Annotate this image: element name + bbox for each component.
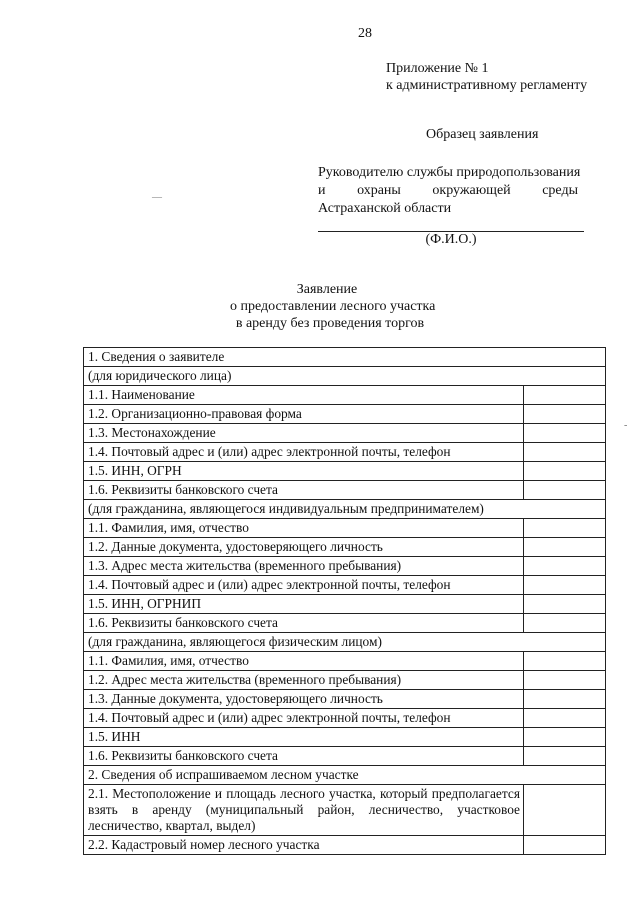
field-label: 1.3. Местонахождение — [84, 424, 524, 443]
appendix-header — [386, 60, 587, 94]
addressee-line-2 — [318, 182, 578, 200]
field-value-cell[interactable] — [524, 614, 606, 633]
legal-entity-header: (для юридического лица) — [84, 367, 606, 386]
field-value-cell[interactable] — [524, 671, 606, 690]
field-label: 1.2. Данные документа, удостоверяющего личность — [84, 538, 524, 557]
entrepreneur-header: (для гражданина, являющегося индивидуальным предпринимателем) — [84, 500, 606, 519]
table-row — [84, 671, 606, 690]
sample-title: Образец заявления — [426, 127, 539, 142]
field-value-cell[interactable] — [524, 595, 606, 614]
table-row — [84, 614, 606, 633]
field-value-cell[interactable] — [524, 405, 606, 424]
field-label: 1.3. Данные документа, удостоверяющего личность — [84, 690, 524, 709]
appendix-title: Приложение № 1 — [386, 61, 489, 76]
page-number: 28 — [358, 26, 372, 41]
field-label: 1.6. Реквизиты банковского счета — [84, 747, 524, 766]
table-row — [84, 690, 606, 709]
table-row — [84, 481, 606, 500]
field-label: 2.2. Кадастровый номер лесного участка — [84, 836, 524, 855]
individual-header: (для гражданина, являющегося физическим лицом) — [84, 633, 606, 652]
statement-title-block — [230, 281, 436, 332]
table-row — [84, 519, 606, 538]
group-header-row — [84, 633, 606, 652]
field-label: 1.2. Организационно-правовая форма — [84, 405, 524, 424]
table-row — [84, 424, 606, 443]
field-value-cell[interactable] — [524, 747, 606, 766]
section-header-row — [84, 766, 606, 785]
table-row — [84, 747, 606, 766]
field-value-cell[interactable] — [524, 728, 606, 747]
field-value-cell[interactable] — [524, 836, 606, 855]
table-row — [84, 386, 606, 405]
field-value-cell[interactable] — [524, 652, 606, 671]
field-value-cell[interactable] — [524, 424, 606, 443]
table-row — [84, 443, 606, 462]
statement-subtitle-2: в аренду без проведения торгов — [235, 316, 425, 331]
addressee-line-1: Руководителю службы природопользования — [318, 165, 581, 180]
addressee-word: охраны — [357, 183, 401, 198]
field-label: 1.4. Почтовый адрес и (или) адрес электронной почты, телефон — [84, 443, 524, 462]
field-label: 1.1. Наименование — [84, 386, 524, 405]
field-label: 1.3. Адрес места жительства (временного пребывания) — [84, 557, 524, 576]
appendix-subtitle: к административному регламенту — [386, 78, 588, 93]
field-label: 1.6. Реквизиты банковского счета — [84, 481, 524, 500]
table-row — [84, 595, 606, 614]
field-value-cell[interactable] — [524, 709, 606, 728]
field-value-cell[interactable] — [524, 519, 606, 538]
field-value-cell[interactable] — [524, 785, 606, 836]
group-header-row — [84, 367, 606, 386]
field-label: 1.2. Адрес места жительства (временного пребывания) — [84, 671, 524, 690]
group-header-row — [84, 500, 606, 519]
scan-speck: - — [624, 420, 628, 431]
field-label: 1.5. ИНН, ОГРН — [84, 462, 524, 481]
field-value-cell[interactable] — [524, 462, 606, 481]
field-label: 1.4. Почтовый адрес и (или) адрес электронной почты, телефон — [84, 576, 524, 595]
field-value-cell[interactable] — [524, 443, 606, 462]
field-label: 1.1. Фамилия, имя, отчество — [84, 519, 524, 538]
addressee-block — [318, 164, 605, 218]
field-value-cell[interactable] — [524, 576, 606, 595]
field-value-cell[interactable] — [524, 557, 606, 576]
fio-label: (Ф.И.О.) — [425, 232, 477, 247]
field-label: 1.4. Почтовый адрес и (или) адрес электронной почты, телефон — [84, 709, 524, 728]
table-row — [84, 538, 606, 557]
section-2-title: 2. Сведения об испрашиваемом лесном участке — [84, 766, 606, 785]
table-row — [84, 405, 606, 424]
addressee-line-3: Астраханской области — [318, 201, 452, 216]
field-label: 1.5. ИНН — [84, 728, 524, 747]
field-label: 1.5. ИНН, ОГРНИП — [84, 595, 524, 614]
addressee-word: окружающей — [432, 183, 511, 198]
field-label: 1.6. Реквизиты банковского счета — [84, 614, 524, 633]
field-value-cell[interactable] — [524, 386, 606, 405]
field-label: 2.1. Местоположение и площадь лесного участка, который предполагается взять в аренду (муниципальный район, лесничество, участковое лесничество, квартал, выдел) — [84, 785, 524, 836]
field-value-cell[interactable] — [524, 481, 606, 500]
table-row — [84, 836, 606, 855]
table-row — [84, 557, 606, 576]
field-value-cell[interactable] — [524, 538, 606, 557]
table-row — [84, 652, 606, 671]
addressee-word: среды — [542, 183, 578, 198]
statement-title: Заявление — [296, 282, 358, 297]
table-row — [84, 462, 606, 481]
table-row — [84, 728, 606, 747]
section-header-row — [84, 348, 606, 367]
section-1-title: 1. Сведения о заявителе — [84, 348, 606, 367]
table-row — [84, 785, 606, 836]
table-row — [84, 709, 606, 728]
field-value-cell[interactable] — [524, 690, 606, 709]
scan-speck: — — [152, 192, 162, 203]
statement-subtitle-1: о предоставлении лесного участка — [230, 299, 436, 314]
table-row — [84, 576, 606, 595]
addressee-word: и — [318, 183, 326, 198]
application-form-table — [83, 347, 606, 855]
field-label: 1.1. Фамилия, имя, отчество — [84, 652, 524, 671]
